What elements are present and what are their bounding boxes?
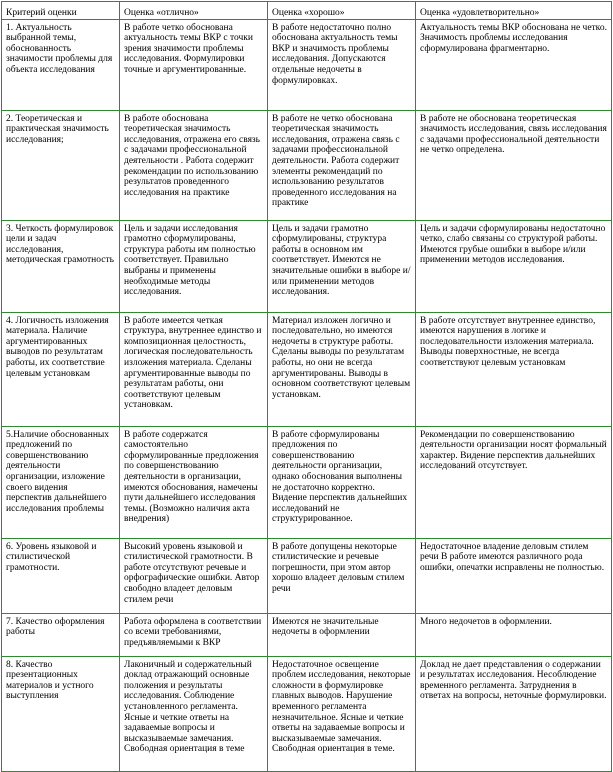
table-row bbox=[2, 19, 612, 110]
header-satisfactory: Оценка «удовлетворительно» bbox=[416, 2, 612, 20]
table-row bbox=[2, 613, 612, 656]
satisfactory-cell: Недостаточное владение деловым стилем речи В работе имеются различного рода ошибки, опечатки исправлены не полностью. bbox=[416, 538, 612, 613]
satisfactory-cell: В работе не обоснована теоретическая значимость исследования, связь исследования с задачами профессиональной деятельности не четко определена. bbox=[416, 110, 612, 220]
criterion-cell: 8. Качество презентационных материалов и устного выступления bbox=[2, 656, 120, 771]
satisfactory-cell: Цель и задачи сформулированы недостаточно четко, слабо связаны со структурой работы. Имеются грубые ошибки в выборе и/или применении методов исследования. bbox=[416, 220, 612, 312]
excellent-cell: Работа оформлена в соответствии со всеми требованиями, предъявляемыми к ВКР bbox=[120, 613, 268, 656]
table-row bbox=[2, 312, 612, 426]
good-cell: В работе допущены некоторые стилистические и речевые погрешности, при этом автор хорошо владеет деловым стилем речи bbox=[268, 538, 416, 613]
good-cell: В работе не четко обоснована теоретическая значимость исследования, отражена связь с задачами профессиональной деятельности. Работа содержит элементы рекомендаций по использованию результатов проведенного исследования на практике bbox=[268, 110, 416, 220]
header-criterion: Критерий оценки bbox=[2, 2, 120, 20]
satisfactory-cell: Много недочетов в оформлении. bbox=[416, 613, 612, 656]
satisfactory-cell: Актуальность темы ВКР обоснована не четко. Значимость проблемы исследования сформулирована фрагментарно. bbox=[416, 19, 612, 110]
excellent-cell: Цель и задачи исследования грамотно сформулированы, структура работы им полностью соответствует. Правильно выбраны и применены необходимые методы исследования. bbox=[120, 220, 268, 312]
good-cell: В работе недостаточно полно обоснована актуальность темы ВКР и значимость проблемы исследования. Допускаются отдельные недочеты в формулировках. bbox=[268, 19, 416, 110]
criterion-cell: 6. Уровень языковой и стилистической грамотности. bbox=[2, 538, 120, 613]
good-cell: В работе сформулированы предложения по совершенствованию деятельности организации, однако обоснования выполнены не достаточно корректно. Видение перспектив дальнейших исследований не структурированное. bbox=[268, 426, 416, 538]
criterion-cell: 1. Актуальность выбранной темы, обоснованность значимости проблемы для объекта исследования bbox=[2, 19, 120, 110]
criterion-cell: 7. Качество оформления работы bbox=[2, 613, 120, 656]
table-header-row bbox=[2, 2, 612, 20]
excellent-cell: В работе имеется четкая структура, внутреннее единство и композиционная целостность, логическая последовательность изложения материала. Сделаны аргументированные выводы по результатам работы, они соответствуют целевым установкам. bbox=[120, 312, 268, 426]
excellent-cell: В работе обоснована теоретическая значимость исследования, отражена его связь с задачами профессиональной деятельности . Работа содержит рекомендации по использованию результатов проведенного исследования на практике bbox=[120, 110, 268, 220]
header-good: Оценка «хорошо» bbox=[268, 2, 416, 20]
criterion-cell: 4. Логичность изложения материала. Наличие аргументированных выводов по результатам работы, их соответствие целевым установкам bbox=[2, 312, 120, 426]
good-cell: Имеются не значительные недочеты в оформлении bbox=[268, 613, 416, 656]
table-row bbox=[2, 426, 612, 538]
satisfactory-cell: Рекомендации по совершенствованию деятельности организации носят формальный характер. Видение перспектив дальнейших исследований отсутствует. bbox=[416, 426, 612, 538]
table-row bbox=[2, 538, 612, 613]
criterion-cell: 2. Теоретическая и практическая значимость исследования; bbox=[2, 110, 120, 220]
excellent-cell: В работе четко обоснована актуальность темы ВКР с точки зрения значимости проблемы исследования. Формулировки точные и аргументированные. bbox=[120, 19, 268, 110]
table-row bbox=[2, 220, 612, 312]
table-row bbox=[2, 110, 612, 220]
good-cell: Материал изложен логично и последовательно, но имеются недочеты в структуре работы. Сделаны выводы по результатам работы, но они не всегда аргументированы. Выводы в основном соответствуют целевым установкам. bbox=[268, 312, 416, 426]
excellent-cell: В работе содержатся самостоятельно сформулированные предложения по совершенствованию деятельности в организации, имеются обоснования, намечены пути дальнейшего исследования темы. (Возможно наличия акта внедрения) bbox=[120, 426, 268, 538]
good-cell: Цель и задачи грамотно сформулированы, структура работы в основном им соответствует. Имеются не значительные ошибки в выборе и/или применении методов исследования. bbox=[268, 220, 416, 312]
criterion-cell: 3. Четкость формулировок цели и задач исследования, методическая грамотность bbox=[2, 220, 120, 312]
evaluation-criteria-table bbox=[1, 1, 612, 772]
table-row bbox=[2, 656, 612, 771]
header-excellent: Оценка «отлично» bbox=[120, 2, 268, 20]
excellent-cell: Лаконичный и содержательный доклад отражающий основные положения и результаты исследования. Соблюдение установленного регламента. Ясные и четкие ответы на задаваемые вопросы и высказываемые замечания. Свободная ориентация в теме bbox=[120, 656, 268, 771]
criterion-cell: 5.Наличие обоснованных предложений по совершенствованию деятельности организации, изложение своего видения перспектив дальнейшего исследования проблемы bbox=[2, 426, 120, 538]
good-cell: Недостаточное освещение проблем исследования, некоторые сложности в формулировке главных выводов. Нарушение временного регламента незначительное. Ясные и четкие ответы на задаваемые вопросы и высказываемые замечания. Свободная ориентация в теме. bbox=[268, 656, 416, 771]
excellent-cell: Высокий уровень языковой и стилистической грамотности. В работе отсутствуют речевые и орфографические ошибки. Автор свободно владеет деловым стилем речи bbox=[120, 538, 268, 613]
satisfactory-cell: В работе отсутствует внутреннее единство, имеются нарушения в логике и последовательности изложения материала. Выводы поверхностные, не всегда соответствуют целевым установкам bbox=[416, 312, 612, 426]
satisfactory-cell: Доклад не дает представления о содержании и результатах исследования. Несоблюдение временного регламента. Затруднения в ответах на вопросы, неточные формулировки. bbox=[416, 656, 612, 771]
